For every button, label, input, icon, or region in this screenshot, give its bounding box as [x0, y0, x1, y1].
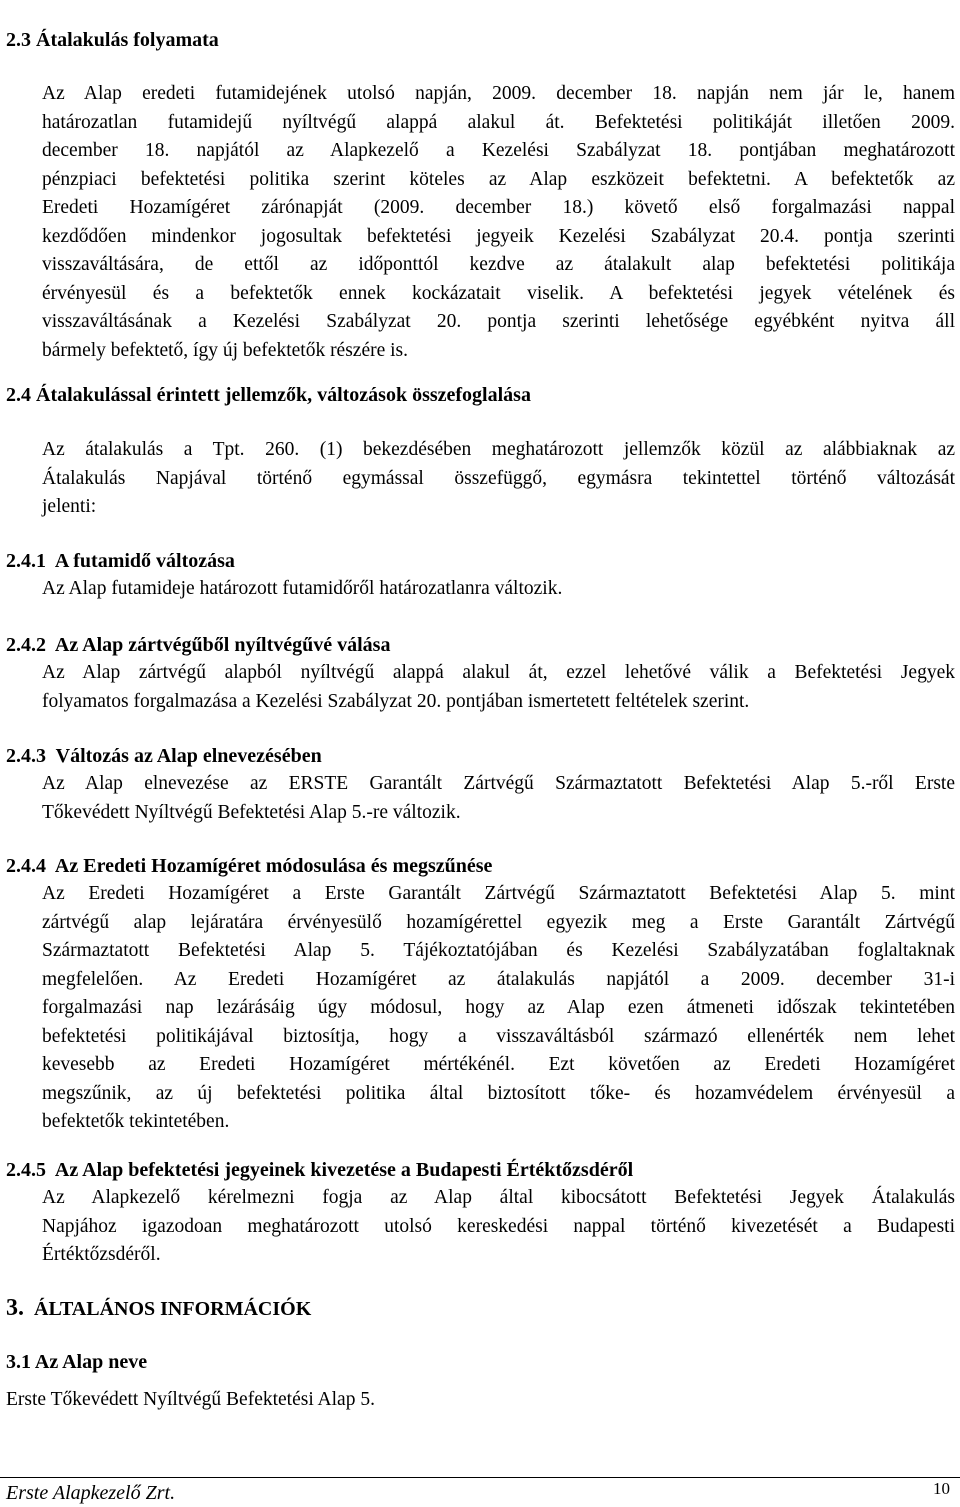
section-2-4-body [42, 436, 955, 522]
subsection-number: 2.4.5 [6, 1159, 46, 1181]
subsection-title: Változás az Alap elnevezésében [55, 745, 322, 767]
text-line: Az Eredeti Hozamígéret a Erste Garantált Zártvégű Származtatott Befektetési Alap 5. mint [42, 883, 955, 904]
page-number: 10 [933, 1479, 950, 1498]
footer-company: Erste Alapkezelő Zrt. [6, 1482, 176, 1504]
text-line: visszaváltására, de ettől az időponttól kezdve az átalakult alap befektetési politikája [42, 254, 955, 275]
text-line: határozatlan futamidejű nyíltvégű alappá alakul át. Befektetési politikáját illetően 2009. [42, 111, 955, 133]
section-3-1-body [6, 1386, 919, 1415]
text-line: Származtatott Befektetési Alap 5. Tájékoztatójában és Kezelési Szabályzatában foglaltaknak [42, 940, 955, 961]
text-line: Eredeti Hozamígéret zárónapját (2009. december 18.) követő első forgalmazási nappal [42, 197, 955, 218]
text-line: Az Alap elnevezése az ERSTE Garantált Zártvégű Származtatott Befektetési Alap 5.-ről Erste [42, 773, 955, 794]
subsection-heading-2-4-5 [6, 1157, 633, 1183]
subsection-title: Az Eredeti Hozamígéret módosulása és megszűnése [54, 855, 493, 877]
text-line: zártvégű alap lejáratára érvényesülő hozamígérettel egyezik meg a Erste Garantált Zártvégű [42, 911, 955, 933]
subsection-title: Az Alap zártvégűből nyíltvégűvé válása [54, 634, 391, 656]
text-line: kevesebb az Eredeti Hozamígéret mértékénél. Ezt követően az Eredeti Hozamígéret [42, 1054, 955, 1075]
text-line: folyamatos forgalmazása a Kezelési Szabályzat 20. pontjában ismertetett feltételek szerint. [42, 690, 750, 712]
subsection-title: Az Alap befektetési jegyeinek kivezetése a Budapesti Értéktőzsdéről [54, 1159, 634, 1181]
text-line: visszaváltásának a Kezelési Szabályzat 20. pontja szerinti lehetősége egyébként nyitva áll [42, 311, 955, 332]
text-line: megfelelően. Az Eredeti Hozamígéret az átalakulás napjától a 2009. december 31-i [42, 968, 955, 990]
section-2-4-1-body [42, 575, 955, 604]
section-2-4-2-body [42, 659, 955, 716]
text-line: érvényesül és a befektetők ennek kockázatait viselik. A befektetési jegyek vételének és [42, 282, 955, 304]
text-line: Átalakulás Napjával történő egymással összefüggő, egymásra tekintettel történő változását [42, 467, 955, 489]
chapter-title: ÁLTALÁNOS INFORMÁCIÓK [34, 1298, 312, 1320]
text-line: Napjához igazodoan meghatározott utolsó kereskedési nappal történő kivezetését a Budapesti [42, 1215, 955, 1237]
text-line: Az Alap futamideje határozott futamidőről határozatlanra változik. [42, 578, 563, 599]
subsection-heading-2-4-1 [6, 548, 235, 574]
section-2-3-body [42, 80, 955, 365]
chapter-number: 3. [6, 1295, 24, 1321]
text-line: pénzpiaci befektetési politika szerint köteles az Alap eszközeit befektetni. A befektetők az [42, 168, 955, 190]
section-2-4-4-body [42, 880, 955, 1137]
section-2-4-3-body [42, 770, 955, 827]
subsection-heading-2-4-4 [6, 853, 492, 879]
text-line: Az átalakulás a Tpt. 260. (1) bekezdésében meghatározott jellemzők közül az alábbiaknak az [42, 439, 955, 460]
subsection-number: 2.4.4 [6, 855, 46, 877]
chapter-heading-3 [6, 1295, 311, 1322]
footer-divider [0, 1477, 960, 1478]
text-line: kezdődően mindenkor jogosultak befektetési jegyeik Kezelési Szabályzat 20.4. pontja szerinti [42, 225, 955, 247]
subsection-number: 2.4.3 [6, 745, 46, 767]
section-heading-2-3: 2.3 Átalakulás folyamata [6, 29, 219, 51]
subsection-number: 2.4.2 [6, 634, 46, 656]
subsection-title: A futamidő változása [54, 550, 235, 572]
text-line: megszűnik, az új befektetési politika által biztosított tőke- és hozamvédelem érvényesül a [42, 1082, 955, 1104]
text-line: bármely befektető, így új befektetők részére is. [42, 339, 409, 361]
subsection-heading-2-4-3 [6, 743, 322, 769]
section-heading-3-1: 3.1 Az Alap neve [6, 1351, 148, 1373]
section-2-4-5-body [42, 1184, 955, 1270]
text-line: Tőkevédett Nyíltvégű Befektetési Alap 5.-re változik. [42, 801, 461, 823]
text-line: Az Alapkezelő kérelmezni fogja az Alap által kibocsátott Befektetési Jegyek Átalakulás [42, 1187, 955, 1208]
fund-name-text: Erste Tőkevédett Nyíltvégű Befektetési Alap 5. [6, 1389, 375, 1410]
text-line: december 18. napjától az Alapkezelő a Kezelési Szabályzat 18. pontjában meghatározott [42, 140, 955, 161]
subsection-number: 2.4.1 [6, 550, 46, 572]
text-line: Az Alap eredeti futamidejének utolsó napján, 2009. december 18. napján nem jár le, hanem [42, 83, 955, 104]
text-line: befektetők tekintetében. [42, 1111, 230, 1132]
text-line: befektetési politikájával biztosítja, hogy a visszaváltásból származó ellenérték nem lehet [42, 1025, 955, 1047]
text-line: forgalmazási nap lezárásáig úgy módosul, hogy az Alap ezen átmeneti időszak tekintetében [42, 997, 955, 1018]
text-line: jelenti: [42, 496, 97, 517]
text-line: Értéktőzsdéről. [42, 1244, 161, 1265]
section-heading-2-4: 2.4 Átalakulással érintett jellemzők, változások összefoglalása [6, 384, 531, 406]
subsection-heading-2-4-2 [6, 632, 390, 658]
text-line: Az Alap zártvégű alapból nyíltvégű alappá alakul át, ezzel lehetővé válik a Befektetési Jegyek [42, 662, 955, 683]
